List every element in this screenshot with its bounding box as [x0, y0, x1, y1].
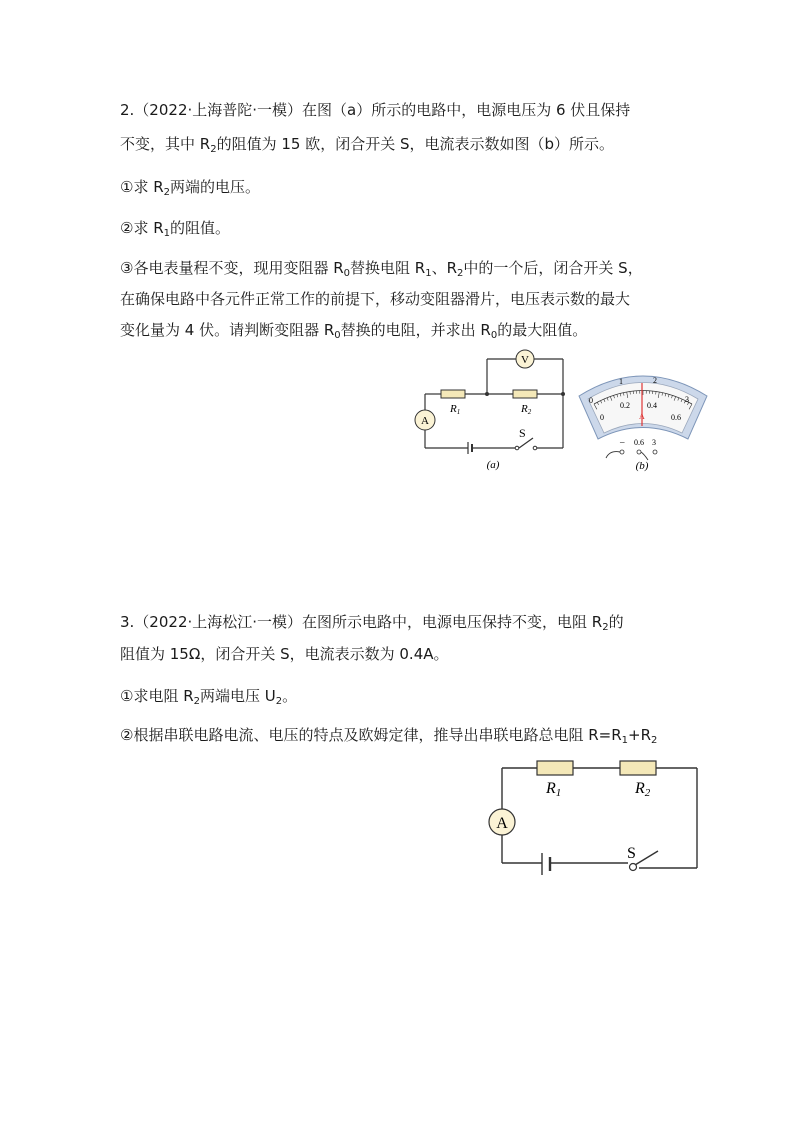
- q3-ammeter-label: A: [496, 815, 508, 832]
- q2b-terminal-3: 3: [652, 438, 656, 447]
- q3-part-1: ①求电阻 $R_2$两端电压 $U_2$。: [120, 687, 298, 707]
- q2b-top-scale-0: 0: [589, 396, 593, 405]
- q3-line-2: 阻值为 15Ω，闭合开关 S，电流表示数为 0.4A。: [120, 645, 449, 663]
- q2-ammeter-dial-b: [576, 366, 711, 474]
- q3-r1-label: R1: [546, 780, 562, 799]
- q2b-terminal-neg: –: [620, 437, 625, 447]
- q2b-unit: A: [639, 412, 645, 421]
- q3-resistor-r1: [537, 761, 573, 775]
- q2a-voltmeter-label: V: [521, 354, 529, 366]
- q3-switch-label: S: [627, 845, 636, 862]
- q2a-r2-label: R2: [521, 403, 532, 416]
- q3-circuit-diagram: [480, 755, 705, 880]
- q2a-switch-label: S: [519, 426, 526, 440]
- q2-part-3-line-1: ③各电表量程不变，现用变阻器 $R_0$替换电阻 $R_1$、$R_2$中的一个后，闭合开关 S，: [120, 259, 643, 279]
- q2-part-3-line-2: 在确保电路中各元件正常工作的前提下，移动变阻器滑片，电压表示数的最大: [120, 290, 631, 308]
- q2-line-1: 2.（2022·上海普陀·一模）在图（a）所示的电路中，电源电压为 6 伏且保持: [120, 101, 631, 119]
- q3-part-2: ②根据串联电路电流、电压的特点及欧姆定律，推导出串联电路总电阻 $R=R_1+R_2$: [120, 726, 658, 746]
- q2-part-3-line-3: 变化量为 4 伏。请判断变阻器 $R_0$替换的电阻，并求出 $R_0$的最大阻值。: [120, 321, 588, 341]
- q2b-top-scale-1: 1: [619, 377, 623, 386]
- q2b-top-scale-3: 3: [685, 395, 689, 404]
- q2a-resistor-r1: [441, 390, 465, 398]
- q3-resistor-r2: [620, 761, 656, 775]
- q2a-r1-label: R1: [450, 403, 461, 416]
- q2a-caption: (a): [486, 459, 500, 471]
- q3-r2-label: R2: [635, 780, 651, 799]
- q2-circuit-diagram-a: [405, 345, 580, 475]
- q2b-bottom-scale-0: 0: [600, 413, 604, 422]
- q2b-bottom-scale-2: 0.4: [647, 401, 657, 410]
- q2-line-2: 不变，其中 $R_2$的阻值为 15 欧，闭合开关 S，电流表示数如图（b）所示。: [120, 135, 615, 155]
- q2b-caption: (b): [635, 460, 649, 472]
- q2-part-2: ②求 $R_1$的阻值。: [120, 219, 231, 239]
- q2b-terminal-06: 0.6: [634, 438, 644, 447]
- q2b-bottom-scale-3: 0.6: [671, 413, 681, 422]
- q2-part-1: ①求 $R_2$两端的电压。: [120, 178, 261, 198]
- q2b-top-scale-2: 2: [653, 376, 657, 385]
- q3-line-1: 3.（2022·上海松江·一模）在图所示电路中，电源电压保持不变，电阻 $R_2$的: [120, 613, 624, 633]
- q2a-ammeter-label: A: [421, 415, 429, 427]
- q2b-bottom-scale-1: 0.2: [620, 401, 630, 410]
- q2a-resistor-r2: [513, 390, 537, 398]
